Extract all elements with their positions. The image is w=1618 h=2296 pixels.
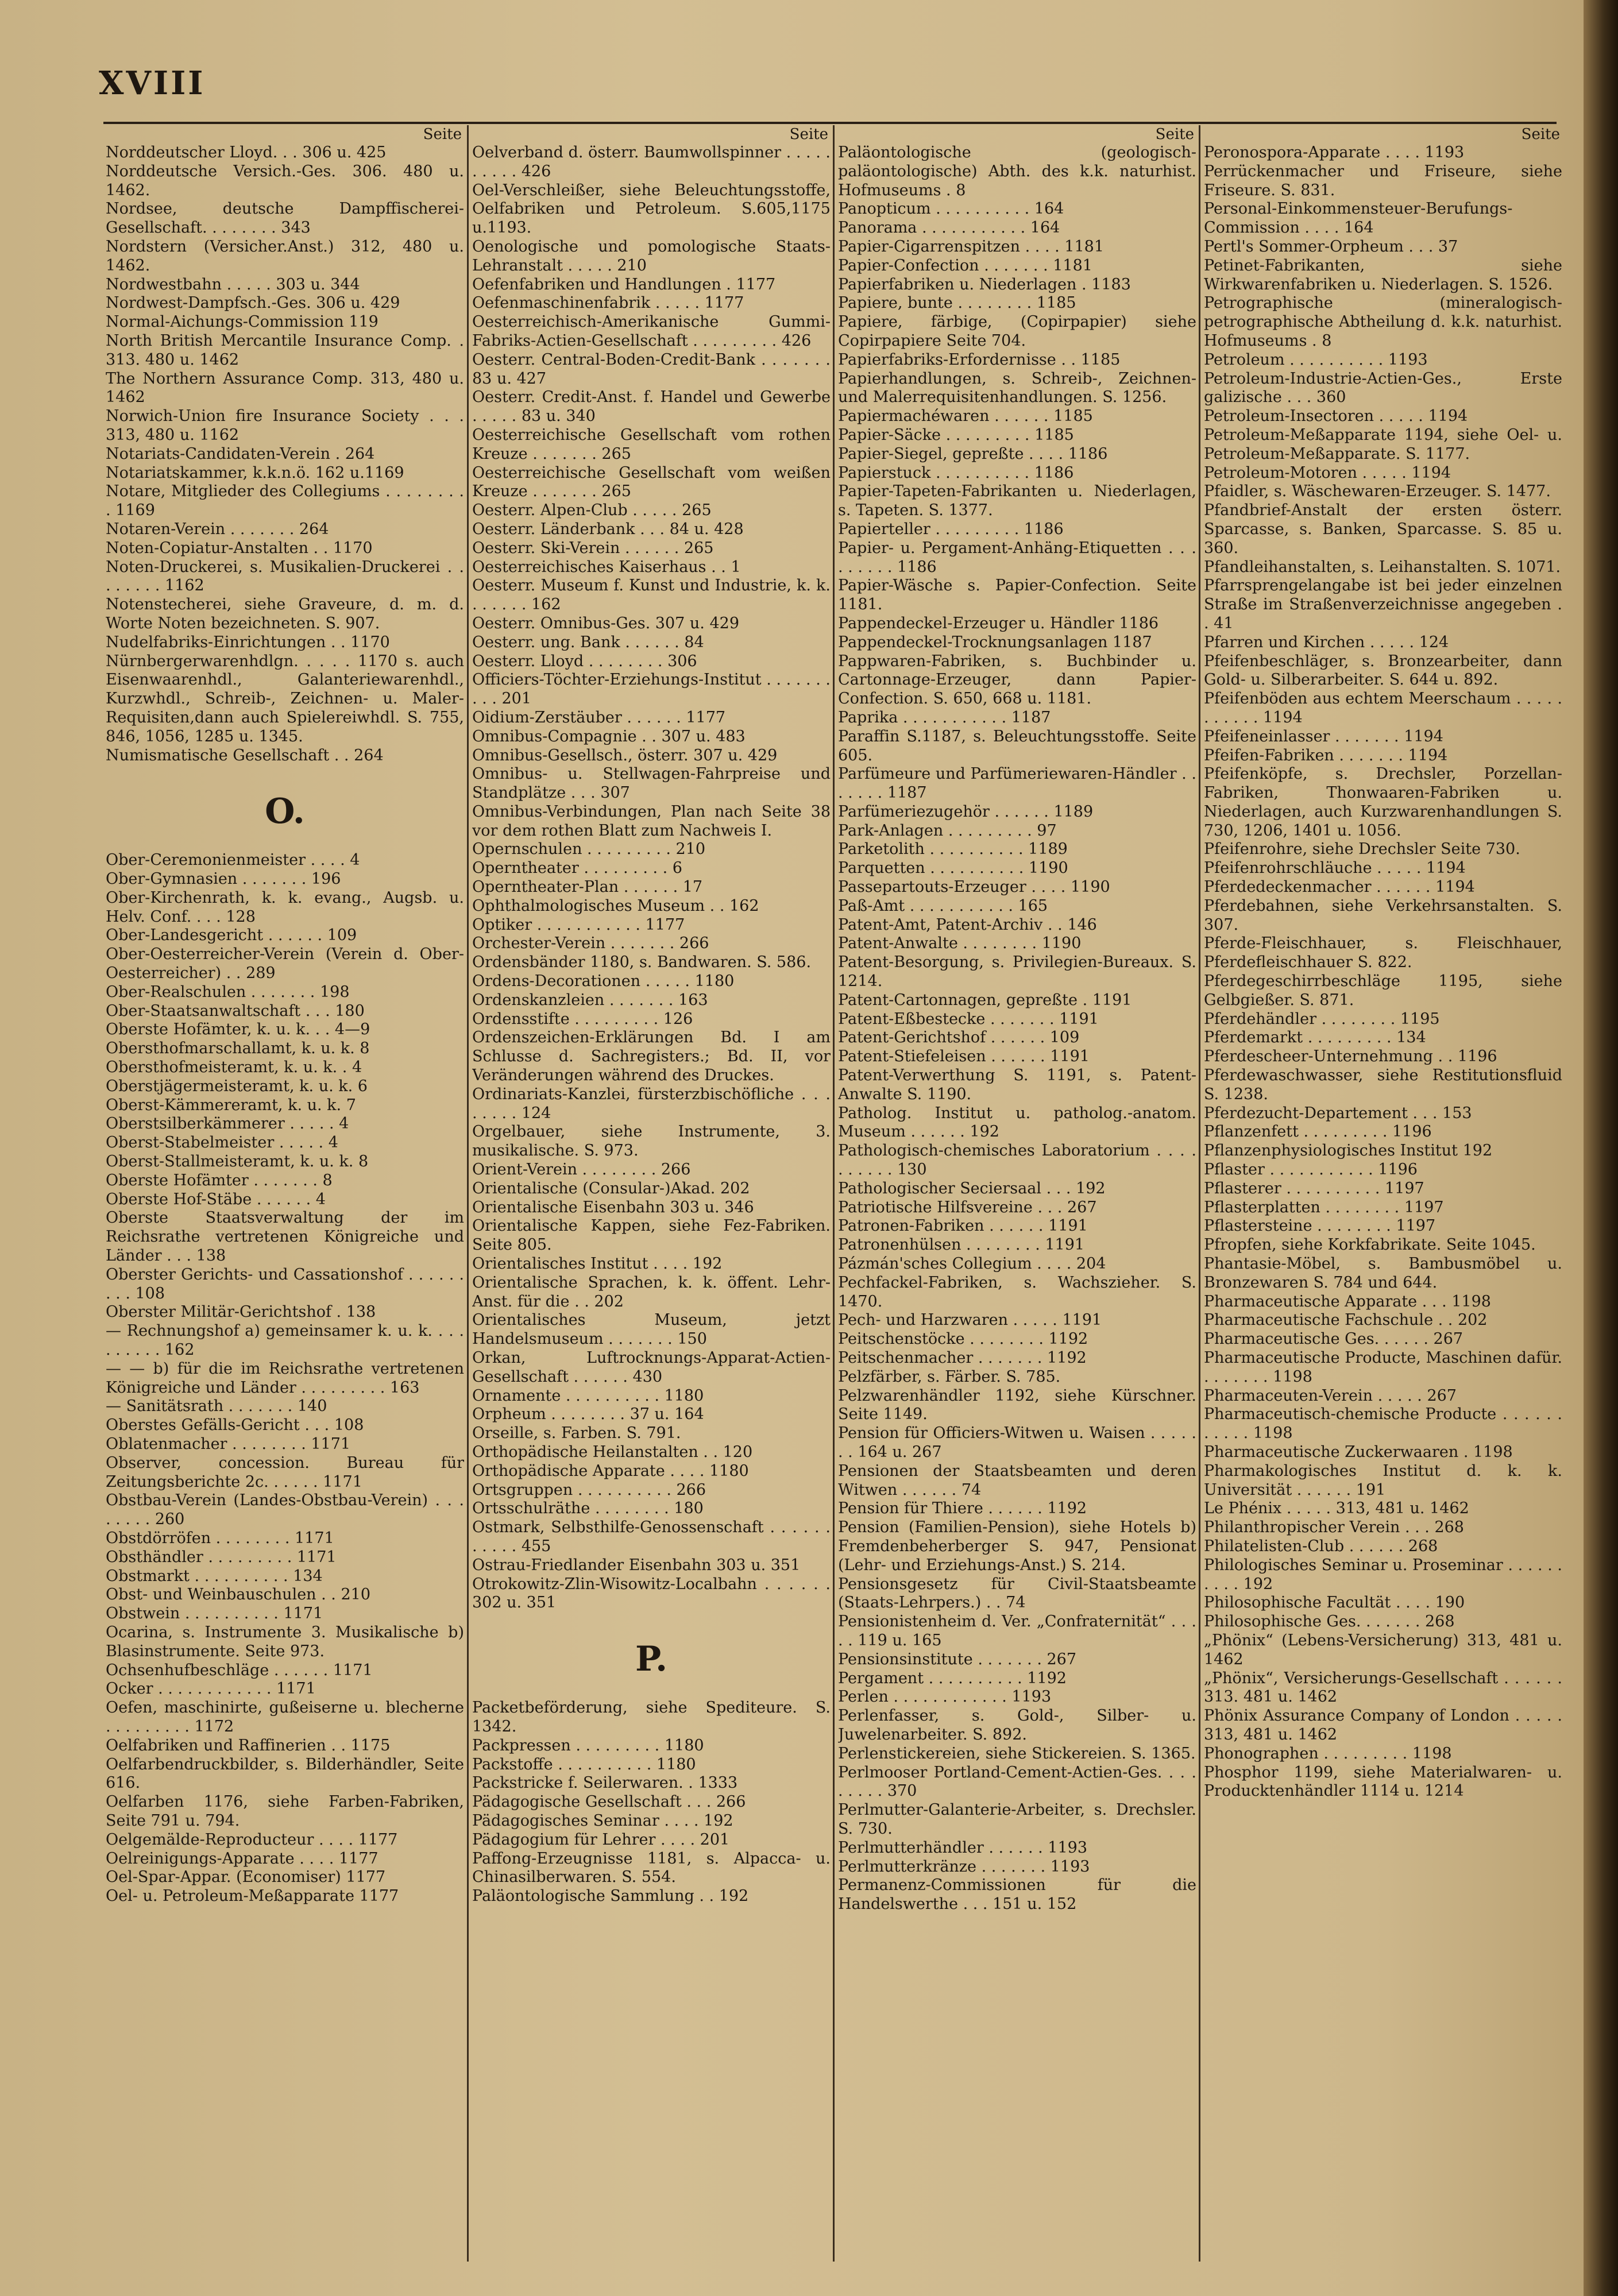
index-entry: Petroleum-Motoren . . . . . 1194 — [1204, 463, 1451, 482]
index-entry: Papierteller . . . . . . . . . 1186 — [838, 520, 1064, 538]
index-entry: Packetbeförderung, siehe Spediteure. S. 1342. — [472, 1699, 831, 1735]
index-entry: Petroleum-Industrie-Actien-Ges., Erste galizische . . . 360 — [1204, 369, 1562, 407]
index-entry: Papier-Cigarrenspitzen . . . . 1181 — [838, 237, 1105, 256]
index-entry: Pappendeckel-Trocknungsanlagen 1187 — [838, 633, 1152, 651]
index-entry: Pharmaceutische Apparate . . . 1198 — [1204, 1292, 1491, 1311]
index-entry: Perlen . . . . . . . . . . . . 1193 — [838, 1688, 1052, 1706]
index-entry: Oberstjägermeisteramt, k. u. k. 6 — [106, 1077, 368, 1095]
index-entry: „Phönix“, Versicherungs-Gesellschaft . . . . . . 313. 481 u. 1462 — [1204, 1669, 1562, 1706]
index-entry: Perlmooser Portland-Cement-Actien-Ges. . . . . . . . . 370 — [838, 1763, 1196, 1800]
section-letter-p: P. — [635, 1639, 668, 1680]
index-entry: Notaren-Verein . . . . . . . 264 — [106, 520, 329, 538]
index-entry: Ober-Realschulen . . . . . . . 198 — [106, 983, 350, 1001]
column-divider — [467, 125, 469, 2262]
index-entry: Pharmakologisches Institut d. k. k. Universität . . . . . . 191 — [1204, 1462, 1562, 1499]
index-entry: Pharmaceutische Zuckerwaaren . 1198 — [1204, 1443, 1513, 1461]
index-entry: Ober-Kirchenrath, k. k. evang., Augsb. u. Helv. Conf. . . . 128 — [106, 888, 464, 926]
index-entry: Pflanzenfett . . . . . . . . . 1196 — [1204, 1123, 1432, 1141]
index-entry: Oberste Hofämter . . . . . . . 8 — [106, 1171, 333, 1189]
index-entry: Pferdewaschwasser, siehe Restitutionsfluid S. 1238. — [1204, 1066, 1562, 1103]
index-entry: Oesterreichisch-Amerikanische Gummi-Fabriks-Actien-Gesellschaft . . . . . . . . . 426 — [472, 313, 831, 350]
index-entry: Oefenfabriken und Handlungen . 1177 — [472, 275, 776, 293]
index-entry: Papierfabriks-Erfordernisse . . 1185 — [838, 350, 1121, 369]
index-entry: Orientalische Sprachen, k. k. öffent. Lehr-Anst. für die . . 202 — [472, 1273, 831, 1311]
index-entry: Ober-Staatsanwaltschaft . . . 180 — [106, 1002, 365, 1020]
index-entry: Oberster Gerichts- und Cassationshof . . . . . . . . . 108 — [106, 1265, 464, 1302]
index-entry: Packpressen . . . . . . . . . 1180 — [472, 1736, 704, 1754]
index-entry: Patronenhülsen . . . . . . . . 1191 — [838, 1236, 1085, 1254]
index-entry: Normal-Aichungs-Commission 119 — [106, 313, 379, 331]
index-entry: — Sanitätsrath . . . . . . . 140 — [106, 1397, 327, 1416]
index-entry: Philosophische Facultät . . . . 190 — [1204, 1594, 1465, 1612]
index-entry: Perrückenmacher und Friseure, siehe Friseure. S. 831. — [1204, 162, 1562, 199]
index-entry: Perlmutter-Galanterie-Arbeiter, s. Drechsler. S. 730. — [838, 1801, 1196, 1838]
index-entry: Otrokowitz-Zlin-Wisowitz-Localbahn . . . . . . 302 u. 351 — [472, 1575, 831, 1612]
index-entry: Paffong-Erzeugnisse 1181, s. Alpacca- u. Chinasilberwaren. S. 554. — [472, 1849, 831, 1887]
index-entry: Pfeifenrohre, siehe Drechsler Seite 730. — [1204, 840, 1520, 859]
index-entry: Philosophische Ges. . . . . . . 268 — [1204, 1613, 1455, 1631]
index-entry: Pázmán'sches Collegium . . . . 204 — [838, 1255, 1106, 1273]
index-entry: Pensionsinstitute . . . . . . . 267 — [838, 1650, 1077, 1668]
page-number: XVIII — [99, 64, 206, 102]
index-entry: Park-Anlagen . . . . . . . . . 97 — [838, 821, 1057, 840]
index-entry: Peitschenstöcke . . . . . . . . 1192 — [838, 1330, 1088, 1348]
index-entry: Patent-Anwalte . . . . . . . . 1190 — [838, 934, 1082, 953]
index-entry: Norwich-Union fire Insurance Society . . . 313, 480 u. 1162 — [106, 407, 464, 444]
index-entry: Oberstes Gefälls-Gericht . . . 108 — [106, 1416, 364, 1435]
index-entry: Orient-Verein . . . . . . . . 266 — [472, 1161, 691, 1179]
index-entry: Orthopädische Heilanstalten . . 120 — [472, 1443, 753, 1461]
index-entry: Ordensbänder 1180, s. Bandwaren. S. 586. — [472, 953, 812, 972]
index-entry: Ober-Gymnasien . . . . . . . 196 — [106, 870, 341, 888]
index-entry: Orientalisches Institut . . . . 192 — [472, 1255, 723, 1273]
index-entry: Orientalisches Museum, jetzt Handelsmuseum . . . . . . . 150 — [472, 1311, 831, 1348]
index-entry: Obstwein . . . . . . . . . . 1171 — [106, 1605, 323, 1623]
index-entry: Oesterreichische Gesellschaft vom rothen Kreuze . . . . . . . 265 — [472, 426, 831, 463]
index-entry: Oefen, maschinirte, gußeiserne u. blecherne . . . . . . . . . 1172 — [106, 1699, 464, 1735]
index-entry: Ocker . . . . . . . . . . . . 1171 — [106, 1680, 316, 1698]
index-entry: Pensionsgesetz für Civil-Staatsbeamte (Staats-Lehrpers.) . . 74 — [838, 1575, 1196, 1612]
index-entry: Patholog. Institut u. patholog.-anatom. Museum . . . . . . 192 — [838, 1104, 1196, 1141]
index-entry: Petinet-Fabrikanten, siehe Wirkwarenfabriken u. Niederlagen. S. 1526. — [1204, 256, 1562, 293]
index-entry: Pension für Thiere . . . . . . 1192 — [838, 1499, 1087, 1518]
index-entry: Noten-Druckerei, s. Musikalien-Druckerei . . . . . . . . 1162 — [106, 558, 464, 595]
index-entry: Oesterr. Länderbank . . . 84 u. 428 — [472, 520, 744, 538]
index-entry: Pfeifenböden aus echtem Meerschaum . . . . . . . . . . . 1194 — [1204, 690, 1562, 726]
index-entry: Oesterr. Central-Boden-Credit-Bank . . . . . . . 83 u. 427 — [472, 350, 831, 388]
index-entry: Perlmutterkränze . . . . . . . 1193 — [838, 1857, 1090, 1876]
index-column-1 — [106, 125, 464, 2262]
index-entry: Patent-Verwerthung S. 1191, s. Patent-Anwalte S. 1190. — [838, 1066, 1196, 1103]
index-entry: Oelfarbendruckbilder, s. Bilderhändler, Seite 616. — [106, 1755, 464, 1792]
index-entry: Pfropfen, siehe Korkfabrikate. Seite 1045. — [1204, 1236, 1536, 1254]
index-entry: Panopticum . . . . . . . . . . 164 — [838, 200, 1064, 218]
index-entry: Optiker . . . . . . . . . . . 1177 — [472, 915, 685, 934]
index-entry: Oberst-Kämmereramt, k. u. k. 7 — [106, 1096, 356, 1114]
index-entry: Oberste Hof-Stäbe . . . . . . 4 — [106, 1190, 326, 1208]
index-entry: Pension für Officiers-Witwen u. Waisen . . . . . . . 164 u. 267 — [838, 1424, 1196, 1461]
index-entry: Observer, concession. Bureau für Zeitungsberichte 2c. . . . . . 1171 — [106, 1454, 464, 1491]
index-entry: Orientalische Eisenbahn 303 u. 346 — [472, 1198, 754, 1216]
column-divider — [1199, 125, 1200, 2262]
index-entry: Numismatische Gesellschaft . . 264 — [106, 746, 384, 764]
index-entry: Papierhandlungen, s. Schreib-, Zeichnen- und Malerrequisitenhandlungen. S. 1256. — [838, 369, 1196, 407]
index-entry: Panorama . . . . . . . . . . . 164 — [838, 219, 1060, 237]
index-entry: Permanenz-Commissionen für die Handelswerthe . . . 151 u. 152 — [838, 1876, 1196, 1914]
index-entry: Pfeifen-Fabriken . . . . . . . 1194 — [1204, 746, 1448, 764]
index-entry: Ober-Oesterreicher-Verein (Verein d. Ober-Oesterreicher) . . 289 — [106, 945, 464, 983]
index-entry: Omnibus- u. Stellwagen-Fahrpreise und Standplätze . . . 307 — [472, 765, 831, 802]
index-entry: Oesterreichisches Kaiserhaus . . 1 — [472, 558, 741, 576]
index-entry: Papiere, bunte . . . . . . . . 1185 — [838, 294, 1076, 312]
index-entry: Paläontologische (geologisch-paläontologische) Abth. des k.k. naturhist. Hofmuseums . 8 — [838, 144, 1196, 199]
index-entry: Pferdedeckenmacher . . . . . . 1194 — [1204, 878, 1475, 896]
index-entry: Pädagogisches Seminar . . . . 192 — [472, 1811, 733, 1830]
index-entry: Patent-Gerichtshof . . . . . . 109 — [838, 1029, 1080, 1047]
index-entry: Obst- und Weinbauschulen . . 210 — [106, 1586, 371, 1604]
index-entry: Oblatenmacher . . . . . . . . 1171 — [106, 1435, 351, 1453]
index-entry: Patent-Cartonnagen, gepreßte . 1191 — [838, 991, 1132, 1009]
index-entry: Pfeifenbeschläger, s. Bronzearbeiter, dann Gold- u. Silberarbeiter. S. 644 u. 892. — [1204, 652, 1562, 689]
index-entry: Ostrau-Friedlander Eisenbahn 303 u. 351 — [472, 1556, 801, 1574]
index-entry: Personal-Einkommensteuer-Berufungs-Commission . . . . 164 — [1204, 200, 1513, 237]
index-entry: Pertl's Sommer-Orpheum . . . 37 — [1204, 237, 1458, 256]
index-entry: Papier-Siegel, gepreßte . . . . 1186 — [838, 444, 1108, 463]
index-entry: Officiers-Töchter-Erziehungs-Institut . . . . . . . . . . 201 — [472, 671, 831, 708]
index-entry: Peronospora-Apparate . . . . 1193 — [1204, 144, 1465, 161]
index-entry: Pharmaceuten-Verein . . . . . 267 — [1204, 1386, 1457, 1405]
index-entry: Patent-Eßbestecke . . . . . . . 1191 — [838, 1010, 1099, 1028]
index-entry: Phönix Assurance Company of London . . . . . 313, 481 u. 1462 — [1204, 1707, 1562, 1744]
index-entry: Orthopädische Apparate . . . . 1180 — [472, 1462, 749, 1480]
index-entry: Pechfackel-Fabriken, s. Wachszieher. S. 1470. — [838, 1273, 1196, 1311]
index-entry: Pech- und Harzwaren . . . . . 1191 — [838, 1311, 1102, 1329]
index-entry: Oel- u. Petroleum-Meßapparate 1177 — [106, 1887, 399, 1905]
index-entry: Pflasterplatten . . . . . . . . 1197 — [1204, 1198, 1444, 1216]
index-entry: Oelfabriken und Raffinerien . . 1175 — [106, 1736, 391, 1754]
seite-label: Seite — [789, 126, 828, 143]
index-entry: Oesterr. Alpen-Club . . . . . 265 — [472, 501, 712, 520]
index-entry: Pferde-Fleischhauer, s. Fleischhauer, Pferdefleischhauer S. 822. — [1204, 934, 1562, 972]
index-entry: Pergament . . . . . . . . . . 1192 — [838, 1669, 1067, 1687]
index-entry: Pfarren und Kirchen . . . . . 124 — [1204, 633, 1449, 651]
index-entry: Papier-Confection . . . . . . . 1181 — [838, 256, 1092, 275]
header-rule — [103, 122, 1557, 124]
index-entry: Phosphor 1199, siehe Materialwaren- u. Producktenhändler 1114 u. 1214 — [1204, 1763, 1562, 1800]
index-entry: Pathologisch-chemisches Laboratorium . . . . . . . . . . 130 — [838, 1142, 1196, 1179]
index-entry: Ordensstifte . . . . . . . . . 126 — [472, 1010, 693, 1028]
index-entry: Nordsee, deutsche Dampffischerei-Gesellschaft. . . . . . . . 343 — [106, 200, 464, 237]
index-entry: Oenologische und pomologische Staats-Lehranstalt . . . . . 210 — [472, 237, 831, 275]
index-entry: Orgelbauer, siehe Instrumente, 3. musikalische. S. 973. — [472, 1123, 831, 1160]
index-entry: Obstbau-Verein (Landes-Obstbau-Verein) . . . . . . . . 260 — [106, 1491, 464, 1529]
index-entry: Omnibus-Compagnie . . 307 u. 483 — [472, 727, 746, 745]
index-entry: Oberst-Stabelmeister . . . . . 4 — [106, 1134, 338, 1152]
index-entry: Pädagogium für Lehrer . . . . 201 — [472, 1830, 730, 1849]
column-divider — [833, 125, 835, 2262]
index-entry: Orientalische (Consular-)Akad. 202 — [472, 1179, 750, 1197]
index-entry: Passepartouts-Erzeuger . . . . 1190 — [838, 878, 1110, 896]
index-entry: Pferdegeschirrbeschläge 1195, siehe Gelbgießer. S. 871. — [1204, 972, 1562, 1009]
index-entry: Oesterr. Ski-Verein . . . . . . 265 — [472, 539, 714, 557]
index-entry: Ophthalmologisches Museum . . 162 — [472, 896, 759, 915]
index-entry: The Northern Assurance Comp. 313, 480 u. 1462 — [106, 369, 464, 407]
index-entry: Papier-Säcke . . . . . . . . . 1185 — [838, 426, 1074, 444]
index-entry: Papiere, färbige, (Copirpapier) siehe Copirpapiere Seite 704. — [838, 313, 1196, 350]
index-entry: Parfümeriezugehör . . . . . . 1189 — [838, 802, 1094, 821]
index-entry: Philatelisten-Club . . . . . . 268 — [1204, 1537, 1438, 1555]
index-entry: Oesterreichische Gesellschaft vom weißen Kreuze . . . . . . . 265 — [472, 463, 831, 501]
index-entry: Parketolith . . . . . . . . . . 1189 — [838, 840, 1068, 859]
index-entry: Notariats-Candidaten-Verein . 264 — [106, 444, 375, 463]
seite-label: Seite — [1521, 126, 1560, 143]
index-entry: Pharmaceutische Fachschule . . 202 — [1204, 1311, 1488, 1329]
index-entry: Le Phénix . . . . . 313, 481 u. 1462 — [1204, 1499, 1469, 1518]
index-entry: Orseille, s. Farben. S. 791. — [472, 1424, 681, 1443]
index-entry: Orpheum . . . . . . . . 37 u. 164 — [472, 1405, 704, 1424]
index-entry: Pferdehändler . . . . . . . . 1195 — [1204, 1010, 1440, 1028]
index-entry: Pension (Familien-Pension), siehe Hotels b) Fremdenbeherberger S. 947, Pensionat (Lehr- und Erziehungs-Anst.) S. 214. — [838, 1518, 1196, 1574]
index-entry: Obersthofmarschallamt, k. u. k. 8 — [106, 1039, 370, 1058]
index-column-4 — [1204, 125, 1562, 2262]
index-entry: Ordens-Decorationen . . . . . 1180 — [472, 972, 735, 991]
index-entry: Ornamente . . . . . . . . . . 1180 — [472, 1386, 704, 1405]
index-entry: Paraffin S.1187, s. Beleuchtungsstoffe. Seite 605. — [838, 727, 1196, 764]
index-entry: Petrographische (mineralogisch-petrographische Abtheilung d. k.k. naturhist. Hofmuseums . 8 — [1204, 294, 1562, 350]
index-entry: Papiermachéwaren . . . . . . 1185 — [838, 407, 1093, 426]
index-entry: Orchester-Verein . . . . . . . 266 — [472, 934, 709, 953]
index-entry: Peitschenmacher . . . . . . . 1192 — [838, 1349, 1087, 1367]
index-entry: Nordwest-Dampfsch.-Ges. 306 u. 429 — [106, 294, 400, 312]
index-entry: Oesterr. Lloyd . . . . . . . . 306 — [472, 652, 697, 670]
index-entry: Pfarrsprengelangabe ist bei jeder einzelnen Straße im Straßenverzeichnisse angegeben . . 41 — [1204, 577, 1562, 632]
index-entry: Ober-Ceremonienmeister . . . . 4 — [106, 851, 360, 869]
index-entry: Ocarina, s. Instrumente 3. Musikalische b) Blasinstrumente. Seite 973. — [106, 1623, 464, 1660]
index-entry: Ortsgruppen . . . . . . . . . . 266 — [472, 1481, 706, 1499]
index-entry: Oesterr. Museum f. Kunst und Industrie, k. k. . . . . . . 162 — [472, 577, 831, 614]
index-entry: Ordinariats-Kanzlei, fürsterzbischöfliche . . . . . . . . 124 — [472, 1085, 831, 1122]
index-entry: Pfandleihanstalten, s. Leihanstalten. S. 1071. — [1204, 558, 1561, 576]
index-entry: Ordenskanzleien . . . . . . . 163 — [472, 991, 708, 1009]
index-entry: Papierstuck . . . . . . . . . . 1186 — [838, 463, 1074, 482]
index-entry: Patent-Besorgung, s. Privilegien-Bureaux. S. 1214. — [838, 953, 1196, 991]
index-entry: Oberster Militär-Gerichtshof . 138 — [106, 1303, 376, 1321]
index-entry: Ortsschulräthe . . . . . . . . 180 — [472, 1499, 704, 1518]
index-entry: Ochsenhufbeschläge . . . . . . 1171 — [106, 1661, 373, 1679]
index-entry: Obstdörröfen . . . . . . . . 1171 — [106, 1529, 334, 1547]
index-entry: Pflanzenphysiologisches Institut 192 — [1204, 1142, 1493, 1160]
index-entry: North British Mercantile Insurance Comp. . 313. 480 u. 1462 — [106, 331, 464, 369]
index-entry: Pfeifenköpfe, s. Drechsler, Porzellan-Fabriken, Thonwaaren-Fabriken u. Niederlagen, auch Kurzwarenhandlungen S. 730, 1206, 1401 u. 1056. — [1204, 765, 1562, 840]
index-entry: Pensionistenheim d. Ver. „Confraternität“ . . . . . 119 u. 165 — [838, 1613, 1196, 1649]
index-entry: Obersthofmeisteramt, k. u. k. . 4 — [106, 1058, 362, 1077]
index-entry: Pferdezucht-Departement . . . 153 — [1204, 1104, 1472, 1122]
index-entry: Pappwaren-Fabriken, s. Buchbinder u. Cartonnage-Erzeuger, dann Papier-Confection. S. 650, 668 u. 1181. — [838, 652, 1196, 708]
index-entry: Oel-Spar-Appar. (Economiser) 1177 — [106, 1868, 386, 1887]
index-entry: Paß-Amt . . . . . . . . . . . 165 — [838, 896, 1048, 915]
index-entry: Notare, Mitglieder des Collegiums . . . . . . . . . 1169 — [106, 482, 464, 520]
index-entry: Opernschulen . . . . . . . . . 210 — [472, 840, 706, 859]
index-entry: Pädagogische Gesellschaft . . . 266 — [472, 1793, 746, 1811]
index-entry: Operntheater . . . . . . . . . 6 — [472, 859, 682, 878]
index-entry: Oel-Verschleißer, siehe Beleuchtungsstoffe, Oelfabriken und Petroleum. S.605,1175 u.1193. — [472, 181, 831, 237]
index-entry: Packstricke f. Seilerwaren. . 1333 — [472, 1774, 738, 1792]
index-entry: Pensionen der Staatsbeamten und deren Witwen . . . . . . 74 — [838, 1462, 1196, 1499]
index-entry: Pferdescheer-Unternehmung . . 1196 — [1204, 1047, 1497, 1066]
index-entry: Oelverband d. österr. Baumwollspinner . . . . . . . . . . 426 — [472, 144, 831, 180]
index-entry: Pharmaceutisch-chemische Producte . . . . . . . . . . . 1198 — [1204, 1405, 1562, 1443]
index-entry: Oberste Hofämter, k. u. k. . . 4—9 — [106, 1021, 370, 1039]
index-entry: Philanthropischer Verein . . . 268 — [1204, 1518, 1464, 1537]
index-entry: Patent-Stiefeleisen . . . . . . 1191 — [838, 1047, 1090, 1066]
index-entry: Pathologischer Seciersaal . . . 192 — [838, 1179, 1106, 1197]
index-entry: Nudelfabriks-Einrichtungen . . 1170 — [106, 633, 390, 651]
index-entry: Papier-Tapeten-Fabrikanten u. Niederlagen, s. Tapeten. S. 1377. — [838, 482, 1196, 520]
index-entry: Petroleum . . . . . . . . . . 1193 — [1204, 350, 1428, 369]
index-entry: Operntheater-Plan . . . . . . 17 — [472, 878, 703, 896]
index-entry: Phantasie-Möbel, s. Bambusmöbel u. Bronzewaren S. 784 und 644. — [1204, 1255, 1562, 1292]
seite-label: Seite — [423, 126, 462, 143]
index-entry: Pfeifeneinlasser . . . . . . . 1194 — [1204, 727, 1443, 745]
index-entry: Parquetten . . . . . . . . . . 1190 — [838, 859, 1068, 878]
index-entry: Papier-Wäsche s. Papier-Confection. Seite 1181. — [838, 577, 1196, 614]
index-entry: Ostmark, Selbsthilfe-Genossenschaft . . . . . . . . . . . 455 — [472, 1518, 831, 1555]
index-entry: Oelgemälde-Reproducteur . . . . 1177 — [106, 1830, 398, 1849]
index-entry: Patriotische Hilfsvereine . . . 267 — [838, 1198, 1097, 1216]
section-letter-o: O. — [265, 791, 305, 832]
index-entry: Patent-Amt, Patent-Archiv . . 146 — [838, 915, 1097, 934]
index-entry: Packstoffe . . . . . . . . . . 1180 — [472, 1755, 696, 1773]
index-entry: Norddeutscher Lloyd. . . 306 u. 425 — [106, 144, 387, 161]
index-entry: Oberstsilberkämmerer . . . . . 4 — [106, 1115, 349, 1133]
index-entry: Pflaster . . . . . . . . . . . 1196 — [1204, 1161, 1418, 1179]
index-entry: Pferdebahnen, siehe Verkehrsanstalten. S. 307. — [1204, 896, 1562, 934]
index-entry: Pfeifenrohrschläuche . . . . . 1194 — [1204, 859, 1466, 878]
index-entry: Nürnbergerwarenhdlgn. . . . . 1170 s. auch Eisenwaarenhdl., Galanteriewarenhdl., Kurzwhdl., Schreib-, Zeichnen- u. Maler-Requisiten,dann auch Spielereiwhdl. S. 755, 846, 1056, 1285 u. 1345. — [106, 652, 464, 745]
index-entry: Obstmarkt . . . . . . . . . . 134 — [106, 1567, 323, 1585]
index-entry: Pharmaceutische Producte, Maschinen dafür. . . . . . . . 1198 — [1204, 1349, 1562, 1386]
index-entry: Omnibus-Verbindungen, Plan nach Seite 38 vor dem rothen Blatt zum Nachweis I. — [472, 802, 831, 840]
index-entry: Oesterr. Omnibus-Ges. 307 u. 429 — [472, 614, 739, 632]
index-entry: Noten-Copiatur-Anstalten . . 1170 — [106, 539, 373, 557]
index-entry: Nordstern (Versicher.Anst.) 312, 480 u. 1462. — [106, 237, 464, 275]
index-entry: Paprika . . . . . . . . . . . 1187 — [838, 708, 1051, 726]
index-entry: Oberste Staatsverwaltung der im Reichsrathe vertretenen Königreiche und Länder . . . 138 — [106, 1209, 464, 1265]
index-entry: Pelzwarenhändler 1192, siehe Kürschner. Seite 1149. — [838, 1386, 1196, 1424]
index-entry: Patronen-Fabriken . . . . . . 1191 — [838, 1217, 1088, 1235]
book-spine — [1584, 0, 1618, 2296]
index-entry: Oidium-Zerstäuber . . . . . . 1177 — [472, 708, 726, 726]
index-entry: Petroleum-Meßapparate 1194, siehe Oel- u. Petroleum-Meßapparate. S. 1177. — [1204, 426, 1562, 463]
index-entry: Pfandbrief-Anstalt der ersten österr. Sparcasse, s. Banken, Sparcasse. S. 85 u. 360. — [1204, 501, 1562, 557]
index-entry: „Phönix“ (Lebens-Versicherung) 313, 481 u. 1462 — [1204, 1631, 1562, 1668]
index-entry: Pharmaceutische Ges. . . . . . 267 — [1204, 1330, 1463, 1348]
seite-label: Seite — [1155, 126, 1194, 143]
index-entry: Ordenszeichen-Erklärungen Bd. I am Schlusse d. Sachregisters.; Bd. II, vor Veränderungen während des Druckes. — [472, 1029, 831, 1085]
index-entry: Orientalische Kappen, siehe Fez-Fabriken. Seite 805. — [472, 1217, 831, 1254]
index-entry: Oelreinigungs-Apparate . . . . 1177 — [106, 1849, 379, 1868]
index-entry: Phonographen . . . . . . . . . 1198 — [1204, 1744, 1452, 1762]
index-entry: Obsthändler . . . . . . . . . 1171 — [106, 1548, 337, 1566]
index-entry: Notenstecherei, siehe Graveure, d. m. d. Worte Noten bezeichneten. S. 907. — [106, 596, 464, 632]
index-entry: Pappendeckel-Erzeuger u. Händler 1186 — [838, 614, 1159, 632]
index-entry: Perlenfasser, s. Gold-, Silber- u. Juwelenarbeiter. S. 892. — [838, 1707, 1196, 1744]
index-entry: Nordwestbahn . . . . . 303 u. 344 — [106, 275, 360, 293]
index-entry: Norddeutsche Versich.-Ges. 306. 480 u. 1462. — [106, 162, 464, 199]
index-entry: Oefenmaschinenfabrik . . . . . 1177 — [472, 294, 744, 312]
index-entry: Oberst-Stallmeisteramt, k. u. k. 8 — [106, 1153, 369, 1171]
index-entry: — Rechnungshof a) gemeinsamer k. u. k. . . . . . . . . . 162 — [106, 1322, 464, 1359]
index-entry: Perlmutterhändler . . . . . . 1193 — [838, 1838, 1088, 1857]
index-entry: Oelfarben 1176, siehe Farben-Fabriken, Seite 791 u. 794. — [106, 1793, 464, 1830]
index-entry: Pferdemarkt . . . . . . . . . 134 — [1204, 1029, 1426, 1047]
index-entry: Pflastersteine . . . . . . . . 1197 — [1204, 1217, 1436, 1235]
index-entry: Petroleum-Insectoren . . . . . 1194 — [1204, 407, 1468, 426]
index-column-3 — [838, 125, 1196, 2262]
index-entry: Ober-Landesgericht . . . . . . 109 — [106, 926, 357, 945]
index-entry: Notariatskammer, k.k.n.ö. 162 u.1169 — [106, 463, 404, 482]
index-entry: Oesterr. ung. Bank . . . . . . 84 — [472, 633, 704, 651]
index-entry: Orkan, Luftrocknungs-Apparat-Actien-Gesellschaft . . . . . . 430 — [472, 1349, 831, 1386]
index-entry: Oesterr. Credit-Anst. f. Handel und Gewerbe . . . . . 83 u. 340 — [472, 388, 831, 426]
index-entry: Papierfabriken u. Niederlagen . 1183 — [838, 275, 1131, 293]
index-entry: Papier- u. Pergament-Anhäng-Etiquetten . . . . . . . . . 1186 — [838, 539, 1196, 576]
index-column-2 — [472, 125, 831, 2262]
index-entry: Pfaidler, s. Wäschewaren-Erzeuger. S. 1477. — [1204, 482, 1551, 501]
index-entry: — — b) für die im Reichsrathe vertretenen Königreiche und Länder . . . . . . . . . 163 — [106, 1359, 464, 1397]
index-entry: Omnibus-Gesellsch., österr. 307 u. 429 — [472, 746, 778, 764]
index-entry: Parfümeure und Parfümeriewaren-Händler . . . . . . . 1187 — [838, 765, 1196, 802]
index-entry: Pflasterer . . . . . . . . . . 1197 — [1204, 1179, 1424, 1197]
index-entry: Perlenstickereien, siehe Stickereien. S. 1365. — [838, 1744, 1196, 1762]
index-entry: Pelzfärber, s. Färber. S. 785. — [838, 1367, 1061, 1386]
index-entry: Paläontologische Sammlung . . 192 — [472, 1887, 749, 1905]
index-entry: Philologisches Seminar u. Proseminar . . . . . . . . . . 192 — [1204, 1556, 1562, 1593]
